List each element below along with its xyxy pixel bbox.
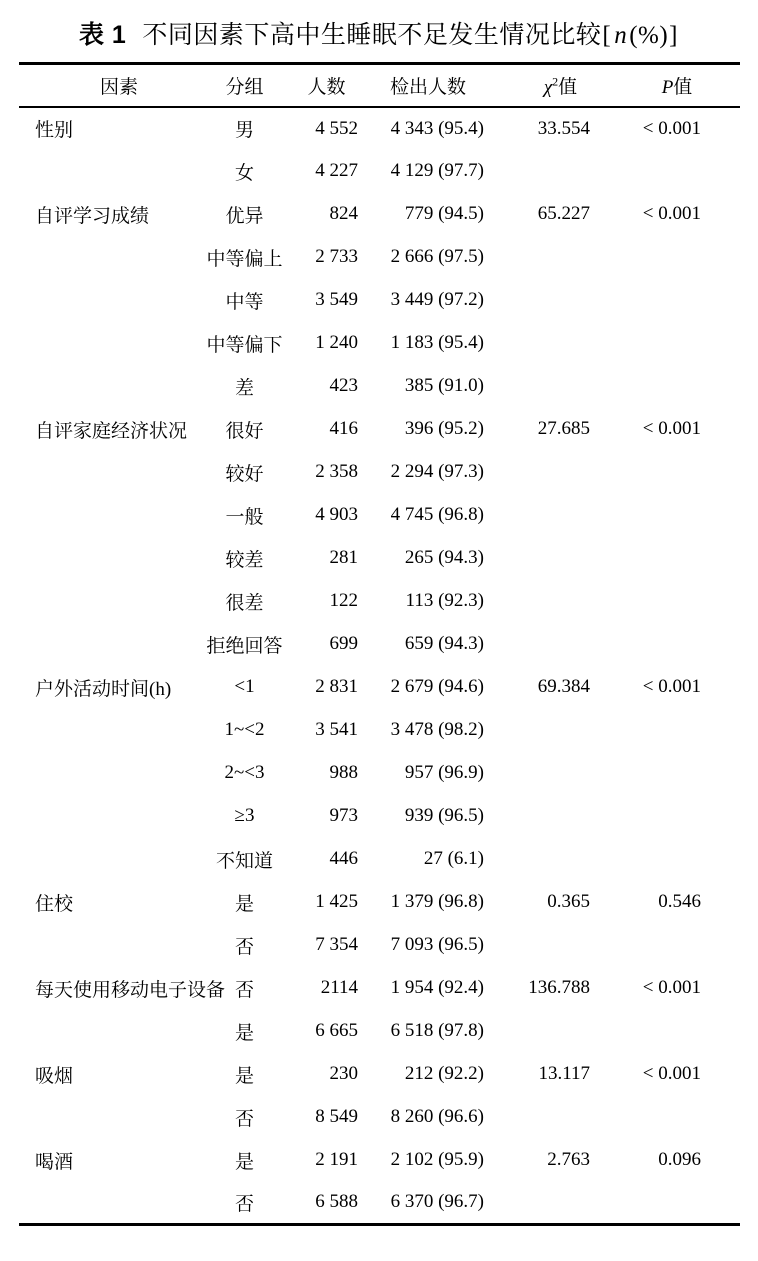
cell-detected: 4 343 (95.4) xyxy=(390,117,484,139)
cell-p: < 0.001 xyxy=(642,117,701,139)
cell-factor: 自评学习成绩 xyxy=(35,205,150,227)
cell-detected: 957 (96.9) xyxy=(404,762,484,783)
cell-chi2 xyxy=(493,451,600,494)
cell-detected: 2 666 (97.5) xyxy=(390,246,484,267)
cell-n: 2114 xyxy=(320,977,358,998)
cell-factor: 喝酒 xyxy=(35,1151,74,1173)
cell-detected: 939 (96.5) xyxy=(404,805,484,826)
table-row xyxy=(19,1182,740,1225)
cell-group: 是 xyxy=(234,1065,254,1087)
cell-factor xyxy=(19,623,199,666)
cell-detected: 8 260 (96.6) xyxy=(390,1106,484,1127)
table-row xyxy=(19,709,740,752)
cell-p xyxy=(600,623,740,666)
cell-chi2 xyxy=(493,150,600,193)
table-title xyxy=(0,0,758,61)
cell-chi2 xyxy=(493,322,600,365)
cell-n: 423 xyxy=(329,375,358,396)
cell-group: 2~<3 xyxy=(224,762,265,783)
cell-n: 1 240 xyxy=(315,332,358,353)
chi-superscript: 2 xyxy=(552,74,559,89)
header-row xyxy=(19,64,740,107)
cell-factor xyxy=(19,752,199,795)
cell-p xyxy=(600,537,740,580)
table-row xyxy=(19,838,740,881)
table-body xyxy=(19,107,740,1225)
cell-n: 6 665 xyxy=(315,1020,358,1041)
table-row xyxy=(19,408,740,451)
cell-n: 3 549 xyxy=(315,289,358,310)
chi-symbol: χ xyxy=(543,76,553,98)
table-row xyxy=(19,236,740,279)
cell-detected: 6 370 (96.7) xyxy=(390,1191,484,1213)
cell-n: 416 xyxy=(329,418,358,439)
cell-p xyxy=(600,451,740,494)
cell-factor xyxy=(19,494,199,537)
bracket-close: ] xyxy=(669,22,678,49)
cell-n: 4 903 xyxy=(315,504,358,525)
cell-group: 一般 xyxy=(225,506,264,528)
cell-detected: 113 (92.3) xyxy=(405,590,484,611)
cell-factor: 吸烟 xyxy=(35,1065,74,1087)
table-row xyxy=(19,623,740,666)
cell-factor xyxy=(19,1010,199,1053)
cell-chi2 xyxy=(493,236,600,279)
cell-detected: 6 518 (97.8) xyxy=(390,1020,484,1041)
cell-factor xyxy=(19,322,199,365)
cell-n: 2 191 xyxy=(315,1149,358,1170)
cell-chi2 xyxy=(493,838,600,881)
cell-group: 优异 xyxy=(225,205,264,227)
cell-n: 2 831 xyxy=(315,676,358,697)
cell-group: 不知道 xyxy=(215,850,273,872)
cell-chi2 xyxy=(493,1096,600,1139)
cell-group: 中等 xyxy=(225,291,264,313)
cell-group: <1 xyxy=(234,676,255,697)
cell-group: 是 xyxy=(234,893,254,915)
statistics-table xyxy=(19,62,740,1226)
cell-detected: 2 679 (94.6) xyxy=(390,676,484,697)
header-n: 人数 xyxy=(307,76,346,98)
cell-detected: 3 449 (97.2) xyxy=(390,289,484,310)
cell-p: < 0.001 xyxy=(642,418,701,439)
cell-factor xyxy=(19,236,199,279)
cell-p: 0.096 xyxy=(658,1149,701,1170)
cell-n: 3 541 xyxy=(315,719,358,740)
cell-detected: 265 (94.3) xyxy=(404,547,484,568)
cell-chi2: 0.365 xyxy=(547,891,590,912)
cell-p: 0.546 xyxy=(658,891,701,912)
p-symbol: P xyxy=(661,76,674,98)
cell-chi2 xyxy=(493,580,600,623)
header-factor: 因素 xyxy=(99,76,138,98)
cell-p xyxy=(600,709,740,752)
table-row xyxy=(19,795,740,838)
cell-n: 230 xyxy=(329,1063,358,1084)
cell-chi2 xyxy=(493,752,600,795)
cell-group: 是 xyxy=(234,1151,254,1173)
table-row xyxy=(19,580,740,623)
table-row xyxy=(19,494,740,537)
cell-factor xyxy=(19,150,199,193)
table-title-text: 不同因素下高中生睡眠不足发生情况比较 xyxy=(142,22,602,49)
cell-detected: 7 093 (96.5) xyxy=(390,934,484,955)
cell-factor xyxy=(19,1096,199,1139)
cell-factor xyxy=(19,365,199,408)
cell-p xyxy=(600,838,740,881)
cell-n: 281 xyxy=(329,547,358,568)
cell-detected: 4 129 (97.7) xyxy=(390,160,484,181)
header-detected: 检出人数 xyxy=(389,76,466,98)
cell-n: 824 xyxy=(329,203,358,224)
cell-p xyxy=(600,1182,740,1225)
table-row xyxy=(19,1053,740,1096)
cell-group: 中等偏下 xyxy=(206,334,283,356)
cell-n: 8 549 xyxy=(315,1106,358,1127)
cell-p xyxy=(600,322,740,365)
cell-group: 较差 xyxy=(225,549,264,571)
percent-symbol: (%) xyxy=(629,22,669,49)
header-chi-square xyxy=(493,64,600,107)
table-row xyxy=(19,365,740,408)
cell-p: < 0.001 xyxy=(642,977,701,998)
cell-group: 差 xyxy=(234,377,254,399)
table-header xyxy=(19,64,740,107)
cell-chi2 xyxy=(493,537,600,580)
cell-factor xyxy=(19,580,199,623)
cell-group: 很好 xyxy=(225,420,264,442)
cell-p: < 0.001 xyxy=(642,676,701,697)
p-value-label: 值 xyxy=(673,76,693,98)
cell-group: 是 xyxy=(234,1022,254,1044)
cell-chi2: 2.763 xyxy=(547,1149,590,1170)
cell-p xyxy=(600,236,740,279)
cell-group: 较好 xyxy=(225,463,264,485)
cell-detected: 3 478 (98.2) xyxy=(390,719,484,740)
cell-n: 6 588 xyxy=(315,1191,358,1213)
cell-p xyxy=(600,1010,740,1053)
cell-p: < 0.001 xyxy=(642,1063,701,1084)
table-row xyxy=(19,322,740,365)
cell-chi2 xyxy=(493,709,600,752)
cell-group: 否 xyxy=(234,936,254,958)
cell-chi2: 33.554 xyxy=(537,117,590,139)
cell-n: 2 733 xyxy=(315,246,358,267)
table-row xyxy=(19,107,740,150)
cell-factor: 户外活动时间(h) xyxy=(35,678,172,700)
chi-value-label: 值 xyxy=(558,76,578,98)
cell-n: 988 xyxy=(329,762,358,783)
table-row xyxy=(19,279,740,322)
cell-chi2 xyxy=(493,1182,600,1225)
table-row xyxy=(19,1139,740,1182)
cell-chi2: 69.384 xyxy=(537,676,590,697)
cell-factor xyxy=(19,924,199,967)
cell-factor: 住校 xyxy=(35,893,74,915)
cell-chi2: 65.227 xyxy=(537,203,590,224)
table-row xyxy=(19,752,740,795)
cell-p: < 0.001 xyxy=(642,203,701,224)
cell-chi2 xyxy=(493,795,600,838)
cell-chi2: 27.685 xyxy=(537,418,590,439)
cell-p xyxy=(600,795,740,838)
cell-chi2: 136.788 xyxy=(528,977,590,998)
cell-group: 很差 xyxy=(225,592,264,614)
cell-group: 1~<2 xyxy=(224,719,265,740)
table-row xyxy=(19,1010,740,1053)
table-row xyxy=(19,451,740,494)
header-p-value xyxy=(600,64,740,107)
cell-detected: 1 379 (96.8) xyxy=(390,891,484,912)
cell-p xyxy=(600,1096,740,1139)
cell-detected: 1 183 (95.4) xyxy=(390,332,484,353)
table-row xyxy=(19,924,740,967)
cell-detected: 4 745 (96.8) xyxy=(390,504,484,525)
cell-group: 中等偏上 xyxy=(206,248,283,270)
header-group: 分组 xyxy=(225,76,264,98)
cell-n: 446 xyxy=(329,848,358,869)
cell-n: 7 354 xyxy=(315,934,358,955)
cell-p xyxy=(600,279,740,322)
cell-p xyxy=(600,494,740,537)
table-row xyxy=(19,881,740,924)
cell-n: 1 425 xyxy=(315,891,358,912)
n-symbol: n xyxy=(614,22,628,49)
cell-n: 973 xyxy=(329,805,358,826)
cell-detected: 2 294 (97.3) xyxy=(390,461,484,482)
cell-group: 男 xyxy=(234,120,254,141)
bracket-open: [ xyxy=(602,22,612,49)
cell-group: 否 xyxy=(234,979,254,1001)
cell-p xyxy=(600,365,740,408)
table-row xyxy=(19,150,740,193)
cell-detected: 212 (92.2) xyxy=(404,1063,484,1084)
cell-chi2 xyxy=(493,494,600,537)
table-number: 表 1 xyxy=(78,21,127,49)
cell-factor xyxy=(19,451,199,494)
cell-factor xyxy=(19,1182,199,1225)
cell-n: 699 xyxy=(329,633,358,654)
table-row xyxy=(19,666,740,709)
cell-factor xyxy=(19,838,199,881)
cell-detected: 396 (95.2) xyxy=(404,418,484,439)
cell-n: 4 552 xyxy=(315,117,358,139)
cell-factor: 自评家庭经济状况 xyxy=(35,420,188,442)
cell-factor: 性别 xyxy=(35,120,74,141)
table-row xyxy=(19,967,740,1010)
cell-chi2 xyxy=(493,623,600,666)
cell-detected: 385 (91.0) xyxy=(404,375,484,396)
cell-n: 122 xyxy=(329,590,358,611)
cell-chi2 xyxy=(493,924,600,967)
cell-factor xyxy=(19,537,199,580)
cell-p xyxy=(600,924,740,967)
cell-group: 拒绝回答 xyxy=(206,635,283,657)
cell-chi2 xyxy=(493,365,600,408)
cell-group: 女 xyxy=(234,162,254,184)
cell-factor xyxy=(19,795,199,838)
cell-detected: 2 102 (95.9) xyxy=(390,1149,484,1170)
table-row xyxy=(19,1096,740,1139)
cell-detected: 27 (6.1) xyxy=(423,848,484,869)
cell-group: 否 xyxy=(234,1108,254,1130)
cell-detected: 1 954 (92.4) xyxy=(390,977,484,998)
cell-factor xyxy=(19,709,199,752)
cell-group: 否 xyxy=(234,1193,254,1215)
cell-chi2 xyxy=(493,1010,600,1053)
cell-n: 4 227 xyxy=(315,160,358,181)
cell-chi2: 13.117 xyxy=(538,1063,590,1084)
cell-p xyxy=(600,580,740,623)
cell-detected: 659 (94.3) xyxy=(404,633,484,654)
cell-factor: 每天使用移动电子设备 xyxy=(35,979,226,1001)
cell-detected: 779 (94.5) xyxy=(404,203,484,224)
cell-chi2 xyxy=(493,279,600,322)
cell-factor xyxy=(19,279,199,322)
cell-group: ≥3 xyxy=(234,805,255,826)
table-row xyxy=(19,193,740,236)
cell-p xyxy=(600,752,740,795)
cell-n: 2 358 xyxy=(315,461,358,482)
cell-p xyxy=(600,150,740,193)
table-row xyxy=(19,537,740,580)
